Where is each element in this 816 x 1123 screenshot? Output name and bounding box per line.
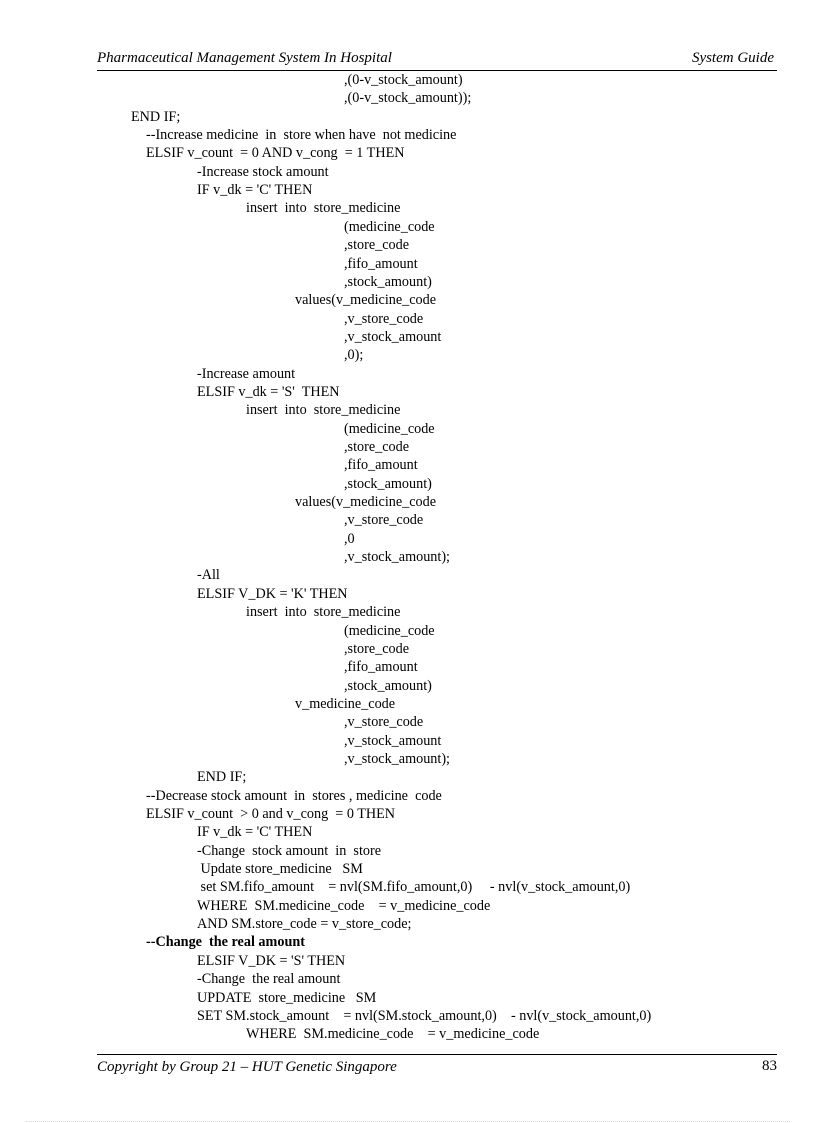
code-line: insert into store_medicine (246, 402, 401, 419)
section-title: System Guide (691, 50, 774, 66)
code-line: --Decrease stock amount in stores , medicine code (146, 787, 442, 804)
code-line: ,stock_amount) (344, 677, 432, 694)
page-header (97, 50, 777, 71)
code-line: AND SM.store_code = v_store_code; (197, 916, 412, 933)
code-line: (medicine_code (344, 420, 435, 437)
page-edge-divider (26, 1121, 790, 1122)
code-line: ,stock_amount) (344, 475, 432, 492)
code-line: IF v_dk = 'C' THEN (197, 182, 313, 199)
code-line: ,store_code (344, 237, 410, 254)
code-line: Update store_medicine SM (197, 861, 363, 878)
page-footer (97, 1054, 777, 1081)
page-number: 83 (762, 1058, 777, 1074)
code-line: ,stock_amount) (344, 273, 432, 290)
code-line: SET SM.stock_amount = nvl(SM.stock_amount,0) - nvl(v_stock_amount,0) (197, 1007, 652, 1024)
code-line: (medicine_code (344, 622, 435, 639)
code-line: -Change the real amount (197, 971, 341, 988)
code-line: ,store_code (344, 640, 410, 657)
code-line: WHERE SM.medicine_code = v_medicine_code (246, 1026, 540, 1043)
code-line: ,v_stock_amount); (344, 549, 450, 566)
code-line: values(v_medicine_code (295, 494, 437, 511)
code-line: ,fifo_amount (344, 255, 418, 272)
code-line: ,(0-v_stock_amount) (344, 72, 463, 88)
code-line: --Increase medicine in store when have not medicine (146, 127, 457, 144)
code-line: ,v_store_code (344, 714, 424, 731)
code-line: ,v_stock_amount); (344, 750, 450, 767)
code-line: WHERE SM.medicine_code = v_medicine_code (197, 897, 491, 914)
code-line: ,fifo_amount (344, 659, 418, 676)
code-line: -Increase stock amount (197, 163, 329, 180)
code-line: -Increase amount (197, 365, 296, 382)
code-line: ELSIF v_count > 0 and v_cong = 0 THEN (146, 806, 396, 822)
code-line: IF v_dk = 'C' THEN (197, 824, 313, 841)
code-line: -All (197, 567, 220, 584)
code-line: ,fifo_amount (344, 457, 418, 474)
code-line: ,0 (344, 530, 355, 547)
code-line: ELSIF v_dk = 'S' THEN (197, 383, 340, 400)
code-line: ,0); (344, 347, 364, 364)
code-line: ELSIF v_count = 0 AND v_cong = 1 THEN (146, 145, 405, 162)
code-line: ELSIF V_DK = 'S' THEN (197, 952, 346, 969)
copyright-text: Copyright by Group 21 – HUT Genetic Singapore (97, 1059, 397, 1075)
code-line: insert into store_medicine (246, 200, 401, 217)
code-line: v_medicine_code (295, 695, 396, 712)
code-line: ,v_stock_amount (344, 732, 442, 749)
code-line: ,v_store_code (344, 512, 424, 529)
code-line: ,store_code (344, 439, 410, 455)
code-line: --Change the real amount (146, 934, 305, 951)
code-line: ,v_stock_amount (344, 328, 442, 345)
code-line: END IF; (131, 108, 181, 125)
code-line: ,v_store_code (344, 310, 424, 327)
document-title: Pharmaceutical Management System In Hospital (97, 50, 392, 66)
code-line: END IF; (197, 769, 247, 786)
code-line: ,(0-v_stock_amount)); (344, 90, 472, 107)
code-line: values(v_medicine_code (295, 292, 437, 309)
code-line: insert into store_medicine (246, 604, 401, 621)
code-line: (medicine_code (344, 218, 435, 235)
code-line: UPDATE store_medicine SM (197, 989, 377, 1006)
code-line: -Change stock amount in store (197, 842, 382, 859)
code-line: ELSIF V_DK = 'K' THEN (197, 585, 348, 602)
code-line: set SM.fifo_amount = nvl(SM.fifo_amount,0) - nvl(v_stock_amount,0) (197, 879, 631, 896)
